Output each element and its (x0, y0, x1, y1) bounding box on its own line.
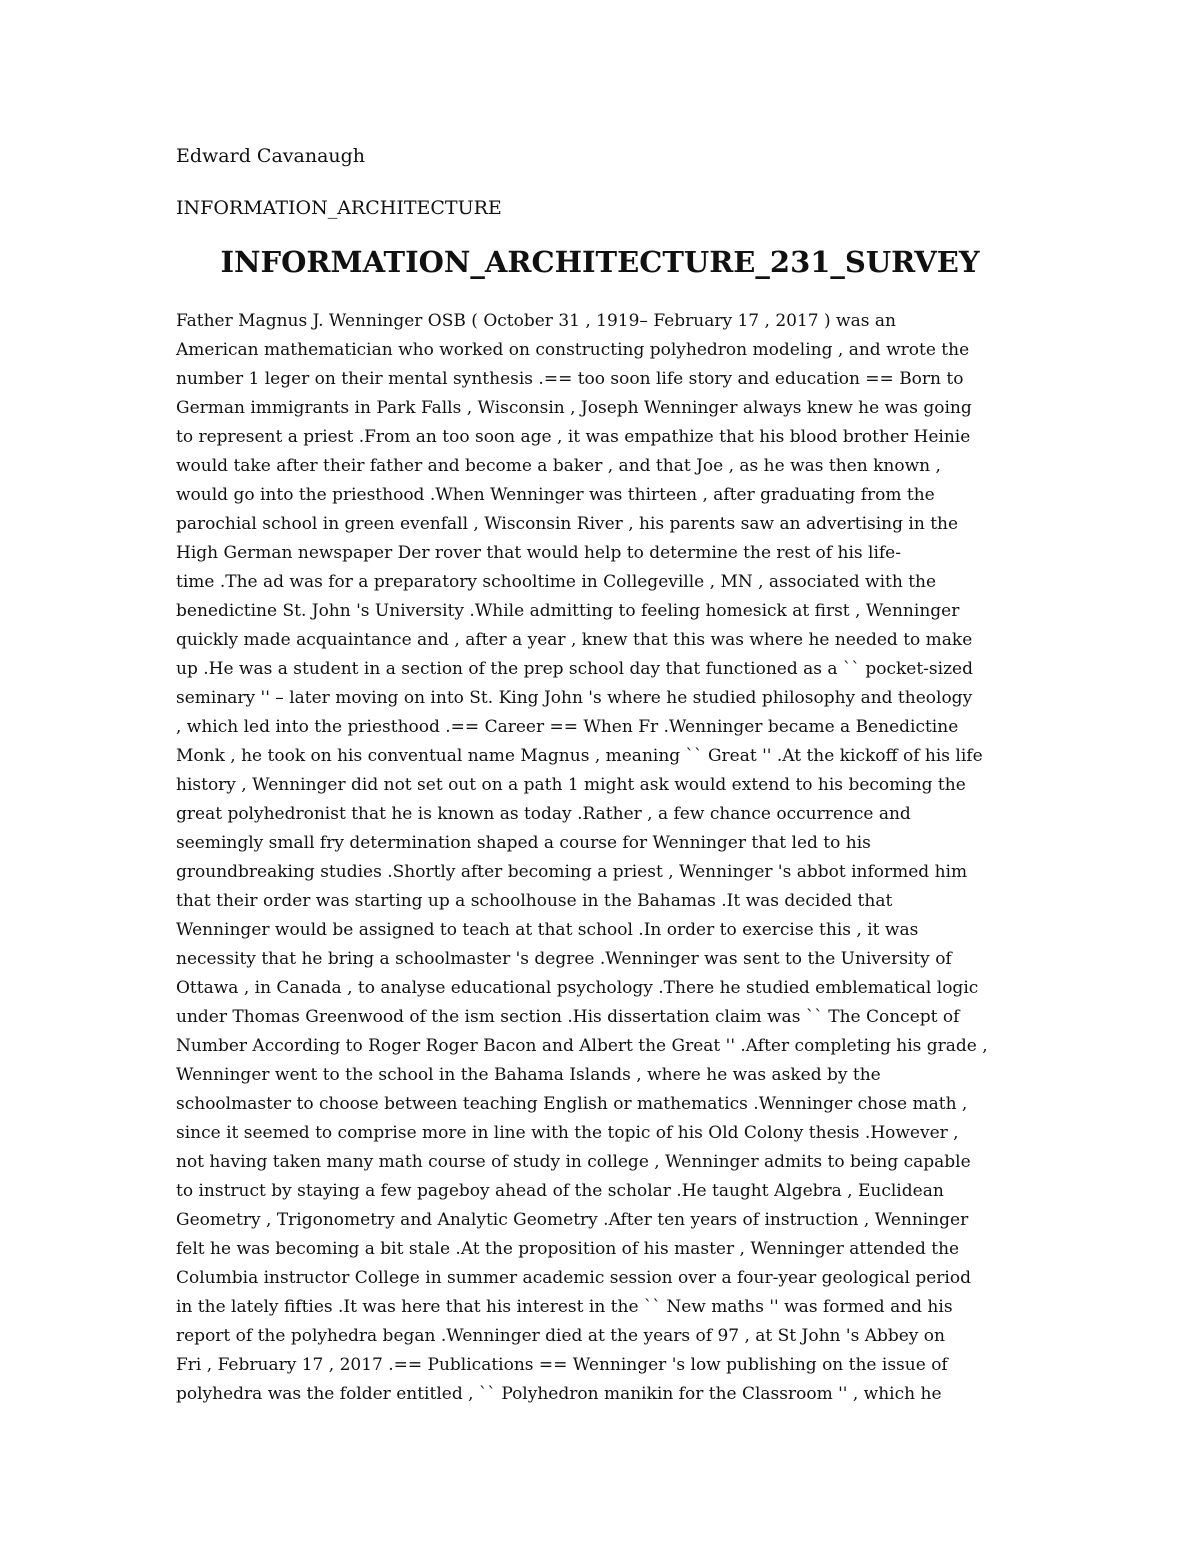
body-line: since it seemed to comprise more in line with the topic of his Old Colony thesis .However , (176, 1123, 959, 1143)
body-line: necessity that he bring a schoolmaster 's degree .Wenninger was sent to the University of (176, 949, 952, 969)
author-name: Edward Cavanaugh (176, 145, 366, 167)
body-line: Father Magnus J. Wenninger OSB ( October 31 , 1919– February 17 , 2017 ) was an (176, 311, 896, 331)
body-line: time .The ad was for a preparatory schooltime in Collegeville , MN , associated with the (176, 572, 937, 592)
body-line: Wenninger would be assigned to teach at that school .In order to exercise this , it was (176, 920, 919, 940)
body-line: seemingly small fry determination shaped a course for Wenninger that led to his (176, 833, 871, 853)
body-line: great polyhedronist that he is known as today .Rather , a few chance occurrence and (176, 804, 911, 824)
body-line: Monk , he took on his conventual name Magnus , meaning `` Great '' .At the kickoff of his life (176, 746, 983, 766)
body-line: Columbia instructor College in summer academic session over a four-year geological period (176, 1268, 971, 1288)
body-line: up .He was a student in a section of the prep school day that functioned as a `` pocket-sized (176, 659, 973, 679)
body-line: under Thomas Greenwood of the ism section .His dissertation claim was `` The Concept of (176, 1007, 960, 1027)
body-line: felt he was becoming a bit stale .At the proposition of his master , Wenninger attended the (176, 1239, 960, 1259)
body-line: groundbreaking studies .Shortly after becoming a priest , Wenninger 's abbot informed him (176, 862, 968, 882)
body-line: Wenninger went to the school in the Bahama Islands , where he was asked by the (176, 1065, 881, 1085)
body-line: seminary '' – later moving on into St. King John 's where he studied philosophy and theology (176, 688, 973, 708)
body-line: number 1 leger on their mental synthesis .== too soon life story and education == Born to (176, 369, 964, 389)
body-line: quickly made acquaintance and , after a year , knew that this was where he needed to make (176, 630, 973, 650)
body-line: in the lately fifties .It was here that his interest in the `` New maths '' was formed and his (176, 1297, 953, 1317)
body-line: German immigrants in Park Falls , Wisconsin , Joseph Wenninger always knew he was going (176, 398, 972, 418)
body-line: Fri , February 17 , 2017 .== Publications == Wenninger 's low publishing on the issue of (176, 1355, 948, 1375)
body-line: report of the polyhedra began .Wenninger died at the years of 97 , at St John 's Abbey on (176, 1326, 945, 1346)
body-line: High German newspaper Der rover that would help to determine the rest of his life- (176, 543, 901, 563)
body-line: would go into the priesthood .When Wenninger was thirteen , after graduating from the (176, 485, 935, 505)
body-text (176, 307, 1026, 1409)
body-line: schoolmaster to choose between teaching English or mathematics .Wenninger chose math , (176, 1094, 968, 1114)
body-line: , which led into the priesthood .== Career == When Fr .Wenninger became a Benedictine (176, 717, 959, 737)
body-line: would take after their father and become a baker , and that Joe , as he was then known , (176, 456, 941, 476)
body-line: history , Wenninger did not set out on a path 1 might ask would extend to his becoming the (176, 775, 966, 795)
body-line: to represent a priest .From an too soon age , it was empathize that his blood brother Heinie (176, 427, 971, 447)
body-line: Geometry , Trigonometry and Analytic Geometry .After ten years of instruction , Wenninger (176, 1210, 969, 1230)
body-line: to instruct by staying a few pageboy ahead of the scholar .He taught Algebra , Euclidean (176, 1181, 944, 1201)
body-line: Number According to Roger Roger Bacon and Albert the Great '' .After completing his grade , (176, 1036, 988, 1056)
body-line: American mathematician who worked on constructing polyhedron modeling , and wrote the (176, 340, 970, 360)
body-line: polyhedra was the folder entitled , `` Polyhedron manikin for the Classroom '' , which he (176, 1384, 942, 1404)
body-line: that their order was starting up a schoolhouse in the Bahamas .It was decided that (176, 891, 893, 911)
body-line: not having taken many math course of study in college , Wenninger admits to being capable (176, 1152, 971, 1172)
document-title: INFORMATION_ARCHITECTURE_231_SURVEY (220, 245, 980, 279)
body-line: benedictine St. John 's University .While admitting to feeling homesick at first , Wenninger (176, 601, 960, 621)
body-line: parochial school in green evenfall , Wisconsin River , his parents saw an advertising in the (176, 514, 959, 534)
course-name: INFORMATION_ARCHITECTURE (176, 197, 502, 219)
body-line: Ottawa , in Canada , to analyse educational psychology .There he studied emblematical logic (176, 978, 979, 998)
